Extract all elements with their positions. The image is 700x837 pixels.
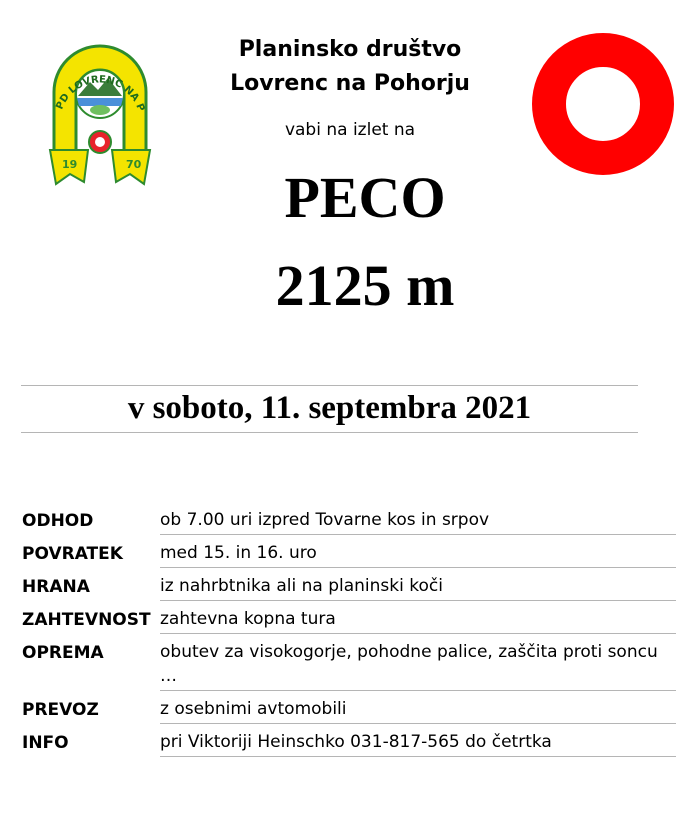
detail-label: HRANA (22, 577, 90, 597)
detail-row-food (22, 568, 676, 601)
detail-row-transport (22, 691, 676, 724)
club-logo (40, 22, 160, 192)
detail-label: PREVOZ (22, 700, 99, 720)
date-bottom-divider (21, 432, 638, 433)
detail-label: INFO (22, 733, 69, 753)
detail-row-return (22, 535, 676, 568)
logo-year-left: 19 (62, 158, 78, 171)
detail-row-info (22, 724, 676, 757)
detail-value: ob 7.00 uri izpred Tovarne kos in srpov (160, 508, 676, 535)
trail-marker-icon (529, 30, 677, 178)
invitation-text: vabi na izlet na (284, 120, 416, 140)
detail-label: POVRATEK (22, 544, 123, 564)
organization-line-2: Lovrenc na Pohorju (230, 71, 470, 96)
logo-arc-text: PD LOVRENC NA P (54, 74, 147, 113)
details-list (22, 502, 676, 757)
detail-row-departure (22, 502, 676, 535)
detail-value: zahtevna kopna tura (160, 607, 676, 634)
detail-value: iz nahrbtnika ali na planinski koči (160, 574, 676, 601)
detail-value: z osebnimi avtomobili (160, 697, 676, 724)
detail-value: pri Viktoriji Heinschko 031-817-565 do četrtka (160, 730, 676, 757)
detail-value: med 15. in 16. uro (160, 541, 676, 568)
date-top-divider (21, 385, 638, 386)
detail-label: ODHOD (22, 511, 94, 531)
destination (180, 165, 550, 318)
organization-line-1: Planinsko društvo (238, 37, 462, 62)
destination-altitude: 2125 m (275, 253, 455, 318)
detail-row-equipment (22, 634, 676, 691)
event-date: v soboto, 11. septembra 2021 (127, 390, 532, 426)
detail-label: ZAHTEVNOST (22, 610, 151, 630)
destination-name: PECO (284, 165, 446, 230)
detail-row-difficulty (22, 601, 676, 634)
logo-year-right: 70 (126, 158, 142, 171)
organization-name (185, 33, 515, 101)
detail-value: obutev za visokogorje, pohodne palice, zaščita proti soncu … (160, 640, 676, 691)
detail-label: OPREMA (22, 643, 104, 663)
